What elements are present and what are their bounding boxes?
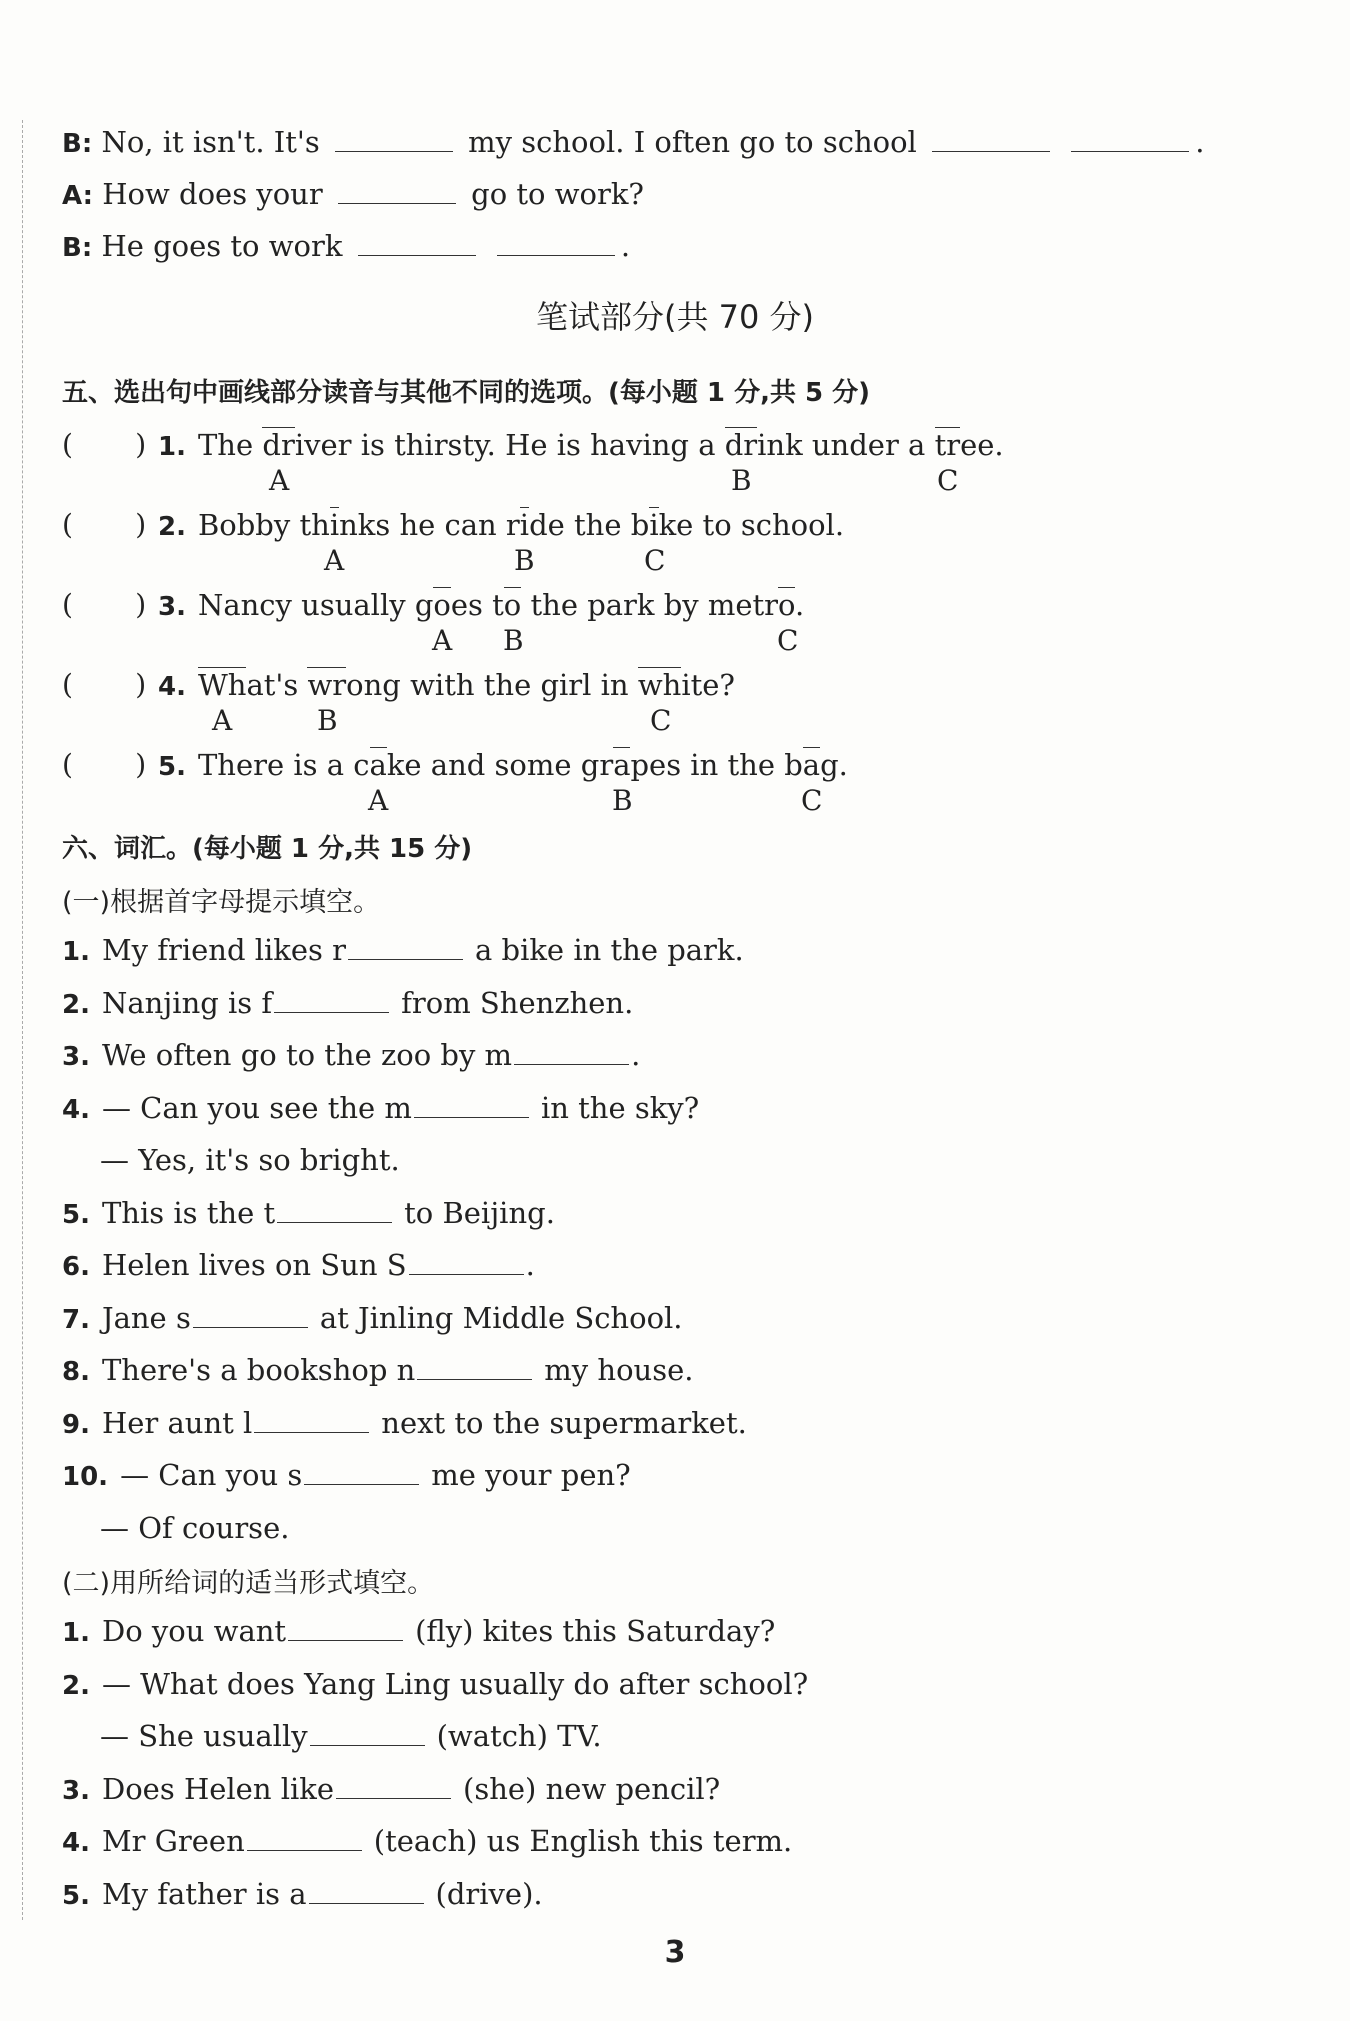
item-text: my house. [544, 1353, 694, 1387]
dialog-text: my school. I often go to school [468, 125, 917, 159]
part1-item [100, 1510, 289, 1546]
underlined-part: dr [262, 428, 295, 462]
written-part-title: 笔试部分(共 70 分) [535, 298, 815, 336]
answer-bracket[interactable]: ( ) [62, 668, 147, 701]
item-number: 4. [62, 1094, 90, 1125]
answer-blank[interactable] [414, 1091, 529, 1118]
part1-item [62, 1300, 683, 1338]
item-text: . [631, 1038, 641, 1072]
option-letter: C [777, 624, 799, 657]
underlined-part: wh [637, 668, 682, 702]
answer-blank[interactable] [932, 125, 1050, 152]
item-text: My friend likes r [101, 933, 347, 967]
item-text: (teach) us English this term. [373, 1824, 793, 1858]
item-number: 3. [62, 1042, 90, 1072]
underlined-part: a [613, 748, 631, 782]
answer-blank[interactable] [310, 1719, 425, 1746]
underlined-part: a [802, 748, 821, 782]
sentence-text: . [795, 588, 805, 622]
sentence-text: de the b [529, 508, 650, 542]
item-text: in the sky? [540, 1090, 700, 1125]
part2-item [100, 1718, 602, 1754]
underlined-part: o [778, 588, 795, 622]
section-6-heading: 六、词汇。(每小题 1 分,共 15 分) [62, 834, 473, 864]
question-sentence [158, 668, 735, 702]
underlined-part: a [369, 748, 387, 782]
speaker-label: B: [62, 129, 93, 159]
underlined-part: i [519, 508, 530, 542]
answer-blank[interactable] [277, 1196, 392, 1223]
part1-item [62, 1405, 747, 1443]
dialog-text: How does your [102, 177, 323, 211]
item-text: This is the t [101, 1195, 276, 1230]
item-text: a bike in the park. [475, 933, 744, 967]
page-number: 3 [664, 1935, 686, 1970]
item-text: Mr Green [101, 1824, 245, 1858]
item-text: Nanjing is f [101, 985, 273, 1020]
part1-item [62, 1247, 535, 1285]
dialog-line-3 [62, 228, 630, 266]
item-number: 6. [62, 1252, 90, 1282]
item-number: 1. [62, 937, 90, 967]
item-text: me your pen? [431, 1458, 631, 1492]
dialog-line-1 [62, 124, 1205, 162]
question-number: 3. [158, 592, 186, 622]
item-text: at Jinling Middle School. [319, 1300, 683, 1335]
option-letter: A [368, 784, 389, 817]
answer-blank[interactable] [358, 229, 476, 256]
item-number: 1. [62, 1618, 90, 1648]
answer-bracket[interactable]: ( ) [62, 588, 147, 621]
sentence-text: iver is thirsty. He is having a [294, 428, 725, 462]
item-text: Helen lives on Sun S [101, 1248, 407, 1282]
item-text: to Beijing. [404, 1195, 555, 1230]
section-5-heading: 五、选出句中画线部分读音与其他不同的选项。(每小题 1 分,共 5 分) [62, 378, 871, 408]
dialog-text: No, it isn't. It's [101, 125, 320, 159]
sentence-text: ke to school. [658, 508, 845, 542]
question-sentence [158, 748, 848, 782]
answer-blank[interactable] [274, 986, 389, 1013]
underlined-part: o [433, 588, 451, 622]
underlined-part: tr [934, 428, 961, 462]
option-letter: A [432, 624, 453, 657]
dialog-text: He goes to work [101, 229, 343, 263]
item-text: (she) new pencil? [463, 1771, 721, 1806]
answer-bracket[interactable]: ( ) [62, 508, 147, 541]
option-letter: B [514, 544, 535, 577]
item-text: (watch) TV. [436, 1719, 602, 1753]
binding-margin-line [22, 120, 23, 1920]
answer-blank[interactable] [335, 125, 453, 152]
item-text: We often go to the zoo by m [101, 1038, 513, 1072]
item-text: — Yes, it's so bright. [100, 1143, 400, 1177]
period: . [620, 229, 631, 263]
part1-item [100, 1142, 400, 1178]
item-number: 5. [62, 1199, 90, 1230]
sentence-text: ink under a [757, 428, 935, 462]
item-text: My father is a [101, 1876, 307, 1911]
question-sentence [158, 508, 844, 542]
sentence-text: ke and some gr [386, 748, 614, 782]
item-number: 2. [62, 989, 90, 1020]
underlined-part: dr [724, 428, 758, 462]
item-text: — She usually [100, 1719, 308, 1753]
question-number: 1. [158, 432, 186, 462]
underlined-part: Wh [197, 668, 247, 702]
part1-item [62, 1352, 693, 1390]
item-text: — Can you see the m [101, 1090, 412, 1125]
item-number: 8. [62, 1357, 90, 1387]
underlined-part: wr [307, 668, 347, 702]
answer-blank[interactable] [288, 1614, 403, 1641]
part1-item [62, 1195, 555, 1233]
item-number: 10. [62, 1462, 109, 1492]
part-1-title: (一)根据首字母提示填空。 [62, 887, 381, 918]
item-text: Do you want [101, 1614, 287, 1648]
sentence-text: ong with the girl in [346, 668, 638, 702]
sentence-text: There is a c [197, 748, 370, 782]
item-text: from Shenzhen. [401, 985, 634, 1020]
dialog-text: go to work? [471, 177, 644, 211]
sentence-text: Bobby th [197, 508, 330, 542]
option-letter: C [644, 544, 666, 577]
part2-item [62, 1666, 808, 1704]
question-number: 5. [158, 752, 186, 782]
speaker-label: A: [62, 181, 94, 211]
answer-blank[interactable] [193, 1301, 308, 1328]
question-number: 2. [158, 512, 186, 542]
option-letter: A [324, 544, 345, 577]
sentence-text: nks he can r [339, 508, 520, 542]
answer-blank[interactable] [514, 1038, 629, 1065]
item-text: (fly) kites this Saturday? [415, 1614, 776, 1648]
item-number: 5. [62, 1880, 90, 1911]
answer-blank[interactable] [309, 1877, 424, 1904]
answer-blank[interactable] [1071, 125, 1189, 152]
part1-item [62, 985, 633, 1023]
item-text: Does Helen like [101, 1771, 335, 1806]
question-sentence [158, 588, 804, 622]
underlined-part: i [649, 508, 659, 542]
answer-blank[interactable] [497, 229, 615, 256]
sentence-text: at's [246, 668, 308, 702]
option-letter: A [212, 704, 233, 737]
item-number: 7. [62, 1304, 90, 1335]
option-letter: B [317, 704, 338, 737]
part2-item [62, 1771, 720, 1809]
sentence-text: the park by metr [521, 588, 779, 622]
answer-blank[interactable] [254, 1406, 369, 1433]
option-letter: C [801, 784, 823, 817]
item-text: . [525, 1248, 535, 1282]
period: . [1195, 125, 1205, 159]
question-number: 4. [158, 672, 186, 702]
item-text: Her aunt l [101, 1405, 253, 1440]
item-text: — Of course. [100, 1510, 290, 1545]
answer-blank[interactable] [348, 933, 463, 960]
speaker-label: B: [62, 233, 93, 263]
option-letter: C [650, 704, 672, 737]
part1-item [62, 1090, 699, 1128]
item-number: 9. [62, 1409, 90, 1440]
part2-item [62, 1823, 792, 1861]
question-sentence [158, 428, 1004, 462]
option-letter: A [269, 464, 290, 497]
item-text: — What does Yang Ling usually do after school? [101, 1666, 809, 1701]
answer-bracket[interactable]: ( ) [62, 748, 147, 781]
item-number: 3. [62, 1775, 90, 1806]
item-text: Jane s [101, 1300, 191, 1335]
underlined-part: i [329, 508, 340, 542]
sentence-text: pes in the b [630, 748, 803, 782]
answer-bracket[interactable]: ( ) [62, 428, 147, 461]
sentence-text: ee. [960, 428, 1004, 462]
answer-blank[interactable] [336, 1772, 451, 1799]
option-letter: B [503, 624, 524, 657]
part-2-title: (二)用所给词的适当形式填空。 [62, 1568, 435, 1599]
dialog-line-2 [62, 176, 644, 214]
item-text: (drive). [435, 1876, 543, 1911]
sentence-text: The [197, 428, 263, 462]
part2-item [62, 1876, 543, 1914]
item-number: 2. [62, 1670, 90, 1701]
answer-blank[interactable] [338, 177, 456, 204]
part1-item [62, 1037, 640, 1075]
option-letter: B [731, 464, 752, 497]
answer-blank[interactable] [417, 1353, 532, 1380]
item-text: next to the supermarket. [381, 1405, 747, 1440]
answer-blank[interactable] [247, 1824, 362, 1851]
part2-item [62, 1613, 775, 1651]
answer-blank[interactable] [304, 1458, 419, 1485]
sentence-text: g. [820, 748, 848, 782]
underlined-part: o [503, 588, 522, 622]
part1-item [62, 932, 744, 970]
option-letter: C [937, 464, 959, 497]
item-number: 4. [62, 1828, 90, 1858]
sentence-text: es t [450, 588, 504, 622]
sentence-text: ite? [681, 668, 735, 702]
item-text: — Can you s [120, 1458, 303, 1492]
answer-blank[interactable] [409, 1248, 524, 1275]
item-text: There's a bookshop n [101, 1353, 416, 1387]
part1-item [62, 1457, 631, 1495]
option-letter: B [612, 784, 633, 817]
sentence-text: Nancy usually g [197, 588, 434, 622]
